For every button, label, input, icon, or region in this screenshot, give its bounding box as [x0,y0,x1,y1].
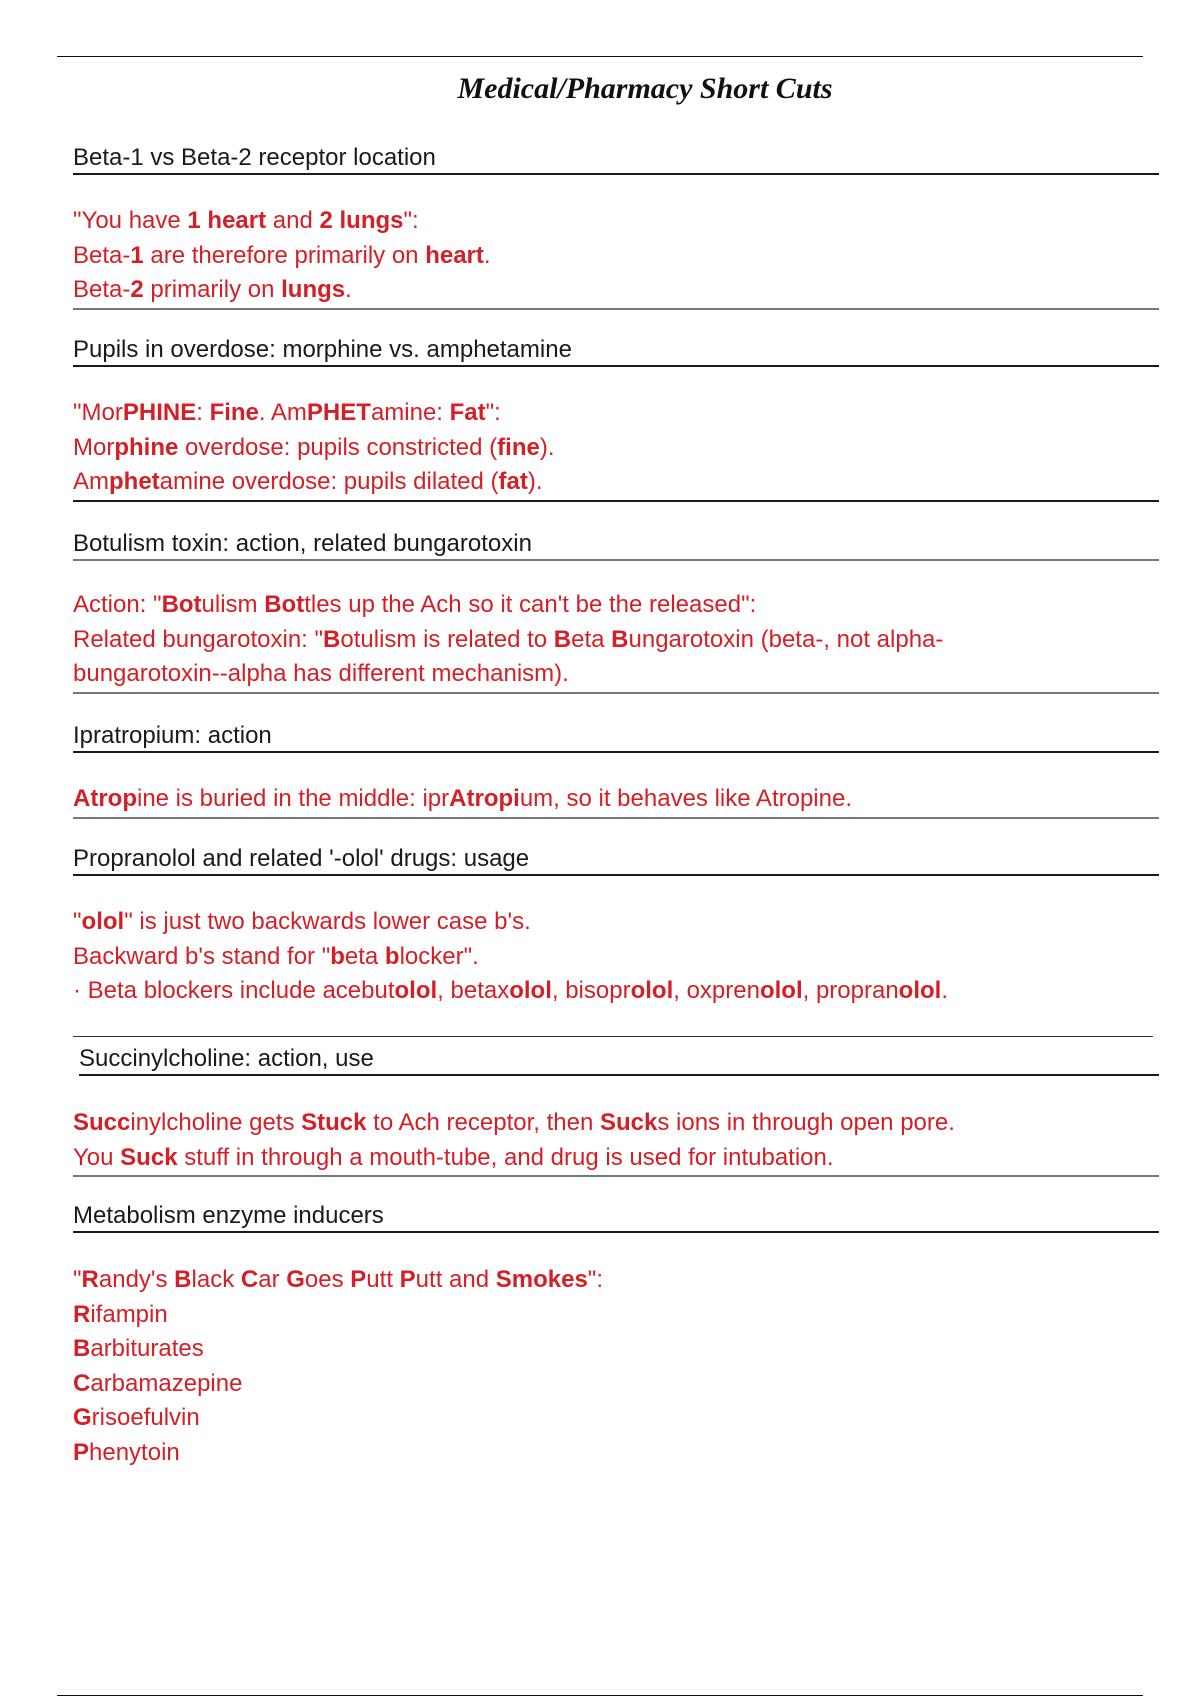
mnemonic-emphasis: G [286,1266,305,1293]
mnemonic-emphasis: C [240,1266,259,1293]
mnemonic-emphasis: Suck [599,1109,658,1136]
answer-text: ": [587,1266,603,1293]
answer-line [73,465,1159,500]
mnemonic-emphasis: C [73,1369,91,1397]
mnemonic-emphasis: Suck [120,1143,178,1171]
answer-text: . [345,276,352,303]
answer-line [73,588,1159,623]
section-heading-propranolol: Propranolol and related '-olol' drugs: usage [73,843,1159,876]
answer-text: , oxpren [673,977,760,1004]
answer-line [73,1141,1159,1176]
mnemonic-emphasis: phine [114,433,179,461]
answer-text: Mor [73,433,115,461]
mnemonic-emphasis: olol [630,977,674,1004]
answer-text: ungarotoxin (beta-, not alpha- [628,625,944,653]
mnemonic-emphasis: P [399,1266,416,1293]
section-heading-ipratropium: Ipratropium: action [73,720,1159,753]
answer-text: . [483,241,491,269]
page-title: Medical/Pharmacy Short Cuts [457,72,833,105]
mnemonic-emphasis: Smokes [495,1266,588,1293]
answer-text: " [73,1266,82,1293]
answer-text: s ions in through open pore. [657,1109,955,1136]
answer-text: , propran [802,977,899,1004]
mnemonic-emphasis: R [73,1300,91,1328]
answer-text: "You have [73,207,188,234]
mnemonic-emphasis: PHINE [122,399,197,426]
mnemonic-emphasis: olol [81,908,125,935]
mnemonic-emphasis: B [174,1266,192,1293]
mnemonic-emphasis: b [384,942,400,970]
section-body-ipratropium [73,782,1159,819]
answer-line [73,1106,1159,1141]
mnemonic-emphasis: fat [498,468,528,495]
mnemonic-emphasis: heart [425,241,484,269]
answer-text: amine overdose: pupils dilated ( [159,468,499,495]
answer-text: " is just two backwards lower case b's. [124,908,531,935]
answer-text: bungarotoxin--alpha has different mechanism). [73,660,569,687]
mnemonic-emphasis: P [350,1266,367,1293]
answer-text: tles up the Ach so it can't be the released": [304,591,757,618]
mnemonic-emphasis: fine [497,433,540,461]
answer-text: primarily on [143,276,282,303]
section-heading-succinylcholine: Succinylcholine: action, use [79,1043,1159,1076]
bottom-rule [57,1695,1143,1696]
answer-text: arbiturates [90,1335,204,1362]
mnemonic-emphasis: B [553,625,572,653]
section-heading-beta-receptors: Beta-1 vs Beta-2 receptor location [73,142,1159,175]
section-body-pupils [73,396,1159,502]
answer-text: ). [539,433,555,461]
answer-text: overdose: pupils constricted ( [178,433,498,461]
mnemonic-emphasis: Stuck [301,1109,367,1136]
answer-text: . Am [258,399,307,426]
answer-text: ifampin [90,1300,168,1328]
answer-text: um, so it behaves like Atropine. [519,785,852,812]
answer-text: You [73,1143,121,1171]
section-body-beta-receptors [73,204,1159,310]
mnemonic-emphasis: olol [394,977,438,1004]
answer-line [73,782,1159,817]
mnemonic-emphasis: PHET [306,399,371,426]
answer-text: arbamazepine [90,1369,243,1397]
answer-text: henytoin [89,1438,180,1466]
answer-line [73,623,1159,658]
answer-text: Backward b's stand for " [73,942,331,970]
answer-text: are therefore primarily on [143,241,426,269]
answer-line [73,1367,1159,1402]
answer-text: eta [571,625,612,653]
answer-text: ": [485,399,501,426]
top-rule [57,56,1143,57]
answer-text: otulism is related to [340,625,554,653]
mnemonic-emphasis: 1 [130,241,144,269]
answer-text: "Mor [73,399,123,426]
section-body-botulism [73,588,1159,694]
answer-line [73,1332,1159,1367]
mnemonic-emphasis: Atropi [449,785,520,812]
mnemonic-emphasis: lungs [281,276,346,303]
section-body-enzyme-inducers [73,1263,1159,1470]
mnemonic-emphasis: b [330,942,345,970]
answer-text: oes [304,1266,351,1293]
answer-text: Related bungarotoxin: " [73,625,324,653]
mnemonic-emphasis: 2 lungs [319,207,404,234]
answer-line [73,974,1159,1009]
answer-text: ). [527,468,543,495]
answer-line [73,273,1159,308]
answer-text: Action: " [73,591,162,618]
answer-text: , betax [437,977,510,1004]
mnemonic-emphasis: Fine [209,399,259,426]
mnemonic-emphasis: 2 [130,276,144,303]
answer-text: eta [344,942,385,970]
mnemonic-emphasis: R [81,1266,99,1293]
mnemonic-emphasis: olol [509,977,552,1004]
answer-text: " [73,908,82,935]
mnemonic-emphasis: Bot [161,591,202,618]
answer-text: Beta- [73,276,131,303]
mnemonic-emphasis: Atrop [73,785,137,812]
answer-text: . [941,977,948,1004]
answer-text: locker". [399,942,479,970]
answer-line [73,396,1159,431]
answer-text: , bisopr [551,977,631,1004]
answer-text: andy's [98,1266,175,1293]
mnemonic-emphasis: G [73,1404,92,1431]
answer-text: : [196,399,210,426]
answer-line [73,239,1159,274]
answer-text: lack [191,1266,241,1293]
dashed-separator [73,1022,1153,1037]
mnemonic-emphasis: Succ [73,1109,131,1136]
answer-text: Am [73,468,109,495]
answer-text: utt and [415,1266,496,1293]
mnemonic-emphasis: 1 heart [187,207,267,234]
answer-line [73,1436,1159,1471]
section-heading-enzyme-inducers: Metabolism enzyme inducers [73,1200,1159,1233]
mnemonic-emphasis: Fat [449,399,486,426]
answer-line [73,431,1159,466]
mnemonic-emphasis: P [73,1438,90,1466]
answer-text: Beta- [73,241,131,269]
answer-text: amine: [370,399,450,426]
answer-text: stuff in through a mouth-tube, and drug is used for intubation. [177,1143,834,1171]
answer-text: ulism [201,591,265,618]
answer-text: · Beta blockers include acebut [73,977,395,1004]
answer-text: ine is buried in the middle: ipr [136,785,450,812]
answer-text: utt [366,1266,400,1293]
answer-text: inylcholine gets [130,1109,302,1136]
answer-text: risoefulvin [91,1404,200,1431]
mnemonic-emphasis: Bot [264,591,305,618]
section-body-propranolol [73,905,1159,1009]
answer-line [73,1298,1159,1333]
mnemonic-emphasis: phet [109,468,160,495]
answer-line [73,204,1159,239]
answer-text: ": [403,207,419,234]
answer-text: ar [258,1266,287,1293]
mnemonic-emphasis: olol [759,977,803,1004]
mnemonic-emphasis: olol [898,977,942,1004]
answer-line [73,1401,1159,1436]
answer-line [73,1263,1159,1298]
section-body-succinylcholine [73,1106,1159,1177]
answer-text: and [266,207,320,234]
answer-line [73,905,1159,940]
answer-line [73,940,1159,975]
section-heading-pupils: Pupils in overdose: morphine vs. amphetamine [73,334,1159,367]
mnemonic-emphasis: B [73,1335,91,1362]
answer-line [73,657,1159,692]
section-heading-botulism: Botulism toxin: action, related bungarotoxin [73,528,1159,561]
answer-text: to Ach receptor, then [366,1109,600,1136]
mnemonic-emphasis: B [323,625,341,653]
mnemonic-emphasis: B [611,625,629,653]
